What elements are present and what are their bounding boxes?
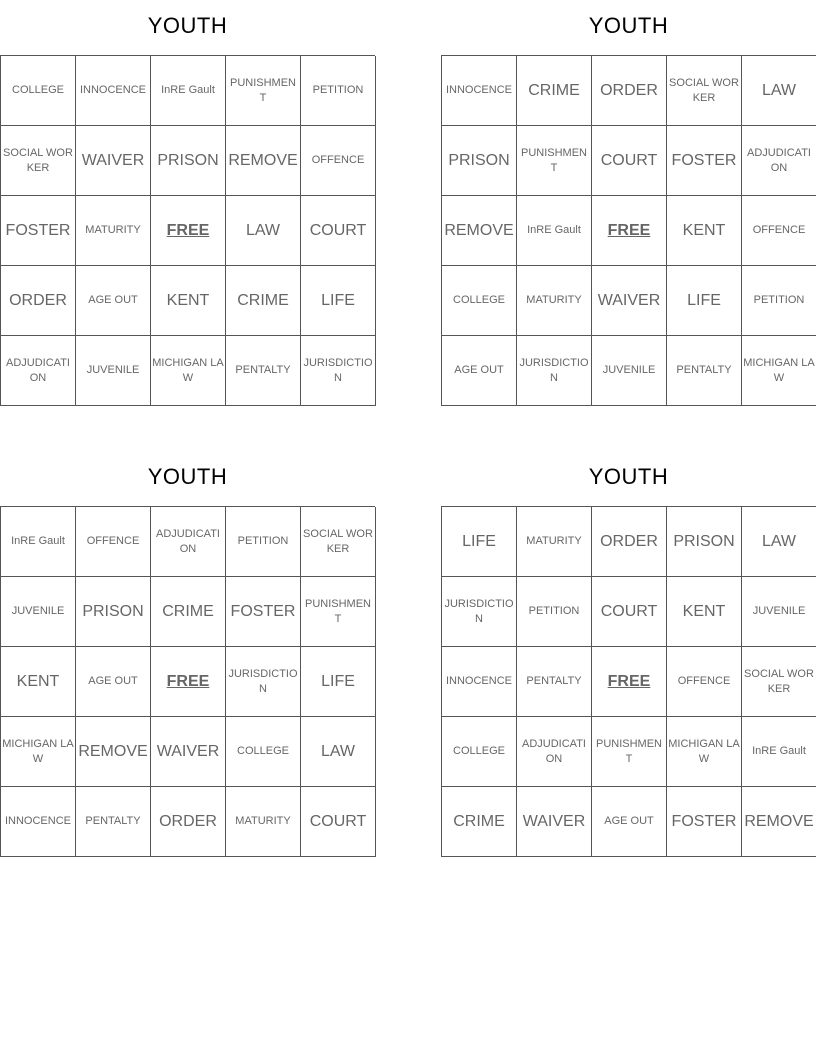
bingo-cell: KENT xyxy=(151,266,226,336)
bingo-cell: WAIVER xyxy=(592,266,667,336)
bingo-cell: InRE Gault xyxy=(742,717,816,787)
bingo-cell: MATURITY xyxy=(517,507,592,577)
free-space: FREE xyxy=(151,647,226,717)
bingo-cell: MATURITY xyxy=(226,787,301,857)
bingo-cell: CRIME xyxy=(442,787,517,857)
bingo-cell: JURISDICTION xyxy=(517,336,592,406)
bingo-cell: JURISDICTION xyxy=(226,647,301,717)
bingo-cell: COLLEGE xyxy=(226,717,301,787)
bingo-cell: OFFENCE xyxy=(301,126,376,196)
bingo-cell: INNOCENCE xyxy=(442,647,517,717)
bingo-cell: AGE OUT xyxy=(76,266,151,336)
bingo-cell: FOSTER xyxy=(667,126,742,196)
bingo-cell: KENT xyxy=(667,196,742,266)
bingo-cell: LIFE xyxy=(442,507,517,577)
bingo-cell: PENTALTY xyxy=(226,336,301,406)
bingo-cell: CRIME xyxy=(151,577,226,647)
free-space: FREE xyxy=(151,196,226,266)
bingo-cell: REMOVE xyxy=(742,787,816,857)
bingo-cell: MICHIGAN LAW xyxy=(1,717,76,787)
bingo-cell: SOCIAL WORKER xyxy=(301,507,376,577)
bingo-grid xyxy=(441,55,816,406)
bingo-cell: FOSTER xyxy=(1,196,76,266)
bingo-cell: KENT xyxy=(667,577,742,647)
bingo-cell: PENTALTY xyxy=(517,647,592,717)
bingo-cell: ORDER xyxy=(1,266,76,336)
bingo-cell: COLLEGE xyxy=(1,56,76,126)
bingo-cell: PRISON xyxy=(667,507,742,577)
bingo-cell: MATURITY xyxy=(76,196,151,266)
bingo-cell: SOCIAL WORKER xyxy=(1,126,76,196)
bingo-cell: PETITION xyxy=(226,507,301,577)
bingo-cell: PUNISHMENT xyxy=(517,126,592,196)
bingo-cell: PUNISHMENT xyxy=(592,717,667,787)
bingo-cell: COLLEGE xyxy=(442,266,517,336)
free-space: FREE xyxy=(592,196,667,266)
bingo-cell: COLLEGE xyxy=(442,717,517,787)
bingo-cell: ORDER xyxy=(592,507,667,577)
bingo-cell: ADJUDICATION xyxy=(742,126,816,196)
bingo-cell: WAIVER xyxy=(76,126,151,196)
bingo-cell: LAW xyxy=(742,56,816,126)
bingo-cell: JUVENILE xyxy=(76,336,151,406)
bingo-cell: REMOVE xyxy=(442,196,517,266)
bingo-grid xyxy=(0,506,375,857)
bingo-cell: ADJUDICATION xyxy=(151,507,226,577)
bingo-cell: AGE OUT xyxy=(592,787,667,857)
bingo-cell: SOCIAL WORKER xyxy=(667,56,742,126)
bingo-cell: InRE Gault xyxy=(1,507,76,577)
bingo-cell: ADJUDICATION xyxy=(1,336,76,406)
bingo-cell: PETITION xyxy=(301,56,376,126)
bingo-cell: SOCIAL WORKER xyxy=(742,647,816,717)
bingo-cell: LAW xyxy=(301,717,376,787)
bingo-cell: KENT xyxy=(1,647,76,717)
bingo-cell: PUNISHMENT xyxy=(226,56,301,126)
bingo-cell: OFFENCE xyxy=(76,507,151,577)
bingo-cell: PENTALTY xyxy=(667,336,742,406)
bingo-cell: JUVENILE xyxy=(592,336,667,406)
bingo-card-2 xyxy=(441,0,816,406)
bingo-cell: MICHIGAN LAW xyxy=(151,336,226,406)
bingo-cell: MICHIGAN LAW xyxy=(667,717,742,787)
bingo-cell: JURISDICTION xyxy=(301,336,376,406)
bingo-cell: OFFENCE xyxy=(667,647,742,717)
bingo-cell: FOSTER xyxy=(667,787,742,857)
bingo-grid xyxy=(0,55,375,406)
bingo-cell: LAW xyxy=(226,196,301,266)
bingo-cell: OFFENCE xyxy=(742,196,816,266)
bingo-cell: InRE Gault xyxy=(151,56,226,126)
bingo-card-3 xyxy=(0,451,375,857)
bingo-cell: COURT xyxy=(592,126,667,196)
bingo-cell: JUVENILE xyxy=(742,577,816,647)
bingo-cell: AGE OUT xyxy=(76,647,151,717)
bingo-cell: LIFE xyxy=(301,647,376,717)
bingo-cell: WAIVER xyxy=(151,717,226,787)
bingo-cell: ADJUDICATION xyxy=(517,717,592,787)
bingo-cell: ORDER xyxy=(592,56,667,126)
bingo-cell: INNOCENCE xyxy=(442,56,517,126)
bingo-cell: PRISON xyxy=(442,126,517,196)
bingo-cell: JURISDICTION xyxy=(442,577,517,647)
bingo-cell: LIFE xyxy=(667,266,742,336)
bingo-cell: PRISON xyxy=(76,577,151,647)
bingo-cell: INNOCENCE xyxy=(76,56,151,126)
card-title: YOUTH xyxy=(588,464,669,489)
bingo-cell: CRIME xyxy=(517,56,592,126)
bingo-cell: LIFE xyxy=(301,266,376,336)
bingo-cell: MICHIGAN LAW xyxy=(742,336,816,406)
bingo-cell: CRIME xyxy=(226,266,301,336)
bingo-grid xyxy=(441,506,816,857)
free-space: FREE xyxy=(592,647,667,717)
bingo-card-4 xyxy=(441,451,816,857)
bingo-card-1 xyxy=(0,0,375,406)
bingo-cell: PENTALTY xyxy=(76,787,151,857)
bingo-cell: JUVENILE xyxy=(1,577,76,647)
bingo-cell: WAIVER xyxy=(517,787,592,857)
bingo-cell: COURT xyxy=(301,196,376,266)
bingo-cell: COURT xyxy=(301,787,376,857)
bingo-cell: PETITION xyxy=(517,577,592,647)
bingo-cell: LAW xyxy=(742,507,816,577)
card-title: YOUTH xyxy=(147,13,228,38)
bingo-cell: COURT xyxy=(592,577,667,647)
bingo-cell: InRE Gault xyxy=(517,196,592,266)
card-title: YOUTH xyxy=(588,13,669,38)
bingo-cell: REMOVE xyxy=(226,126,301,196)
bingo-cell: INNOCENCE xyxy=(1,787,76,857)
bingo-cell: PRISON xyxy=(151,126,226,196)
bingo-cell: PUNISHMENT xyxy=(301,577,376,647)
card-title: YOUTH xyxy=(147,464,228,489)
bingo-cell: FOSTER xyxy=(226,577,301,647)
bingo-cell: ORDER xyxy=(151,787,226,857)
bingo-cell: PETITION xyxy=(742,266,816,336)
bingo-cell: MATURITY xyxy=(517,266,592,336)
bingo-cell: REMOVE xyxy=(76,717,151,787)
bingo-cell: AGE OUT xyxy=(442,336,517,406)
